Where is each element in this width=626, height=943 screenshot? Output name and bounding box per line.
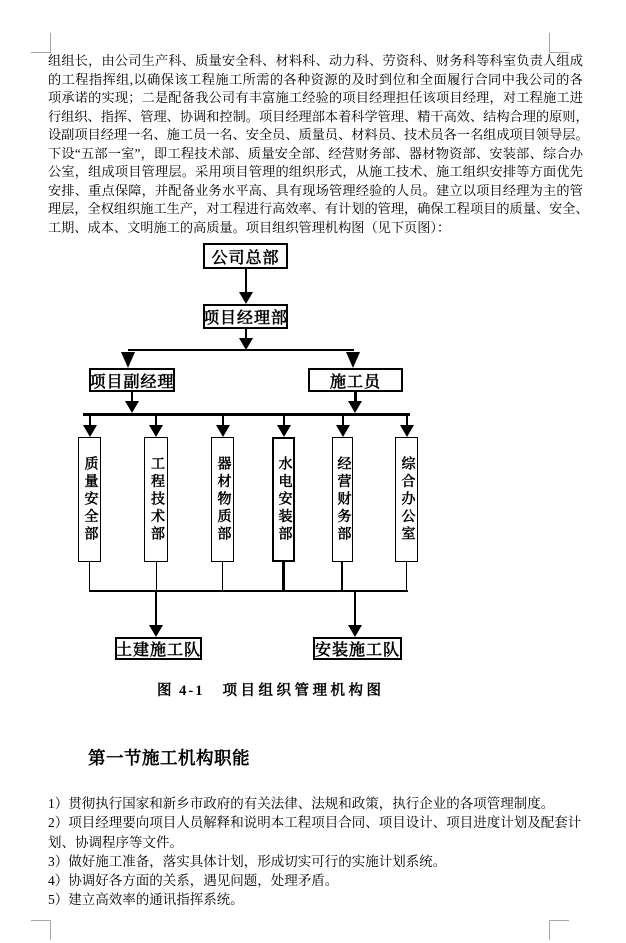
paragraph-line: 项承诺的实现；二是配备我公司有丰富施工经验的项目经理担任该项目经理，对工程施工进 xyxy=(48,90,583,105)
connector-bar xyxy=(83,413,410,416)
connector-line xyxy=(155,592,157,625)
flow-arrowhead xyxy=(149,625,163,637)
paragraph-line: 设副项目经理一名、施工员一名、安全员、质量员、材料员、技术员各一名组成项目领导层。 xyxy=(48,127,589,142)
flow-arrowhead xyxy=(336,425,350,437)
org-node-civil-construction-team: 土建施工队 xyxy=(115,637,202,660)
connector-line xyxy=(222,562,223,590)
paragraph-line: 行组织、指挥、管理、协调和控制。项目经理部本着科学管理、精干高效、结构合理的原则， xyxy=(48,108,589,124)
flow-arrowhead xyxy=(277,425,291,437)
org-node-quality-safety-dept: 质量安全部 xyxy=(78,437,101,562)
flow-arrowhead xyxy=(149,425,163,437)
connector-line xyxy=(354,592,356,625)
connector-line xyxy=(89,590,408,592)
section-heading: 第一节施工机构职能 xyxy=(88,748,250,768)
connector-line xyxy=(341,562,343,590)
paragraph-line: 的工程指挥组,以确保该工程施工所需的各种资源的及时到位和全面履行合同中我公司的各 xyxy=(48,71,583,87)
flow-arrowhead xyxy=(239,292,253,304)
list-item: 划、协调程序等文件。 xyxy=(48,834,183,850)
duties-list xyxy=(48,794,583,910)
list-item: 3）做好施工准备，落实具体计划，形成切实可行的实施计划系统。 xyxy=(48,853,447,869)
connector-line xyxy=(89,562,90,590)
connector-line xyxy=(245,269,247,293)
flow-arrowhead xyxy=(125,401,139,413)
flow-arrowhead xyxy=(346,352,360,368)
org-node-headquarters: 公司总部 xyxy=(203,243,288,269)
connector-line xyxy=(128,349,354,351)
org-node-deputy-project-manager: 项目副经理 xyxy=(89,368,175,392)
org-node-general-office: 综合办公室 xyxy=(395,437,418,562)
flow-arrowhead xyxy=(121,352,135,368)
flow-arrowhead xyxy=(348,401,362,413)
org-node-engineering-tech-dept: 工程技术部 xyxy=(144,437,168,562)
paragraph-line: 下设“五部一室”，即工程技术部、质量安全部、经营财务部、器材物资部、安装部、综合办 xyxy=(48,145,583,161)
connector-line xyxy=(406,562,407,590)
org-node-plumbing-electrical-dept: 水电安装部 xyxy=(272,437,295,562)
connector-line xyxy=(156,562,157,590)
figure-caption-title: 项目组织管理机构图 xyxy=(222,683,385,699)
paragraph-line: 理层，全权组织施工生产，对工程进行高效率、有计划的管理，确保工程项目的质量、安全、 xyxy=(48,201,589,216)
paragraph-line: 公室，组成项目管理层。采用项目管理的组织形式，从施工技术、施工组织安排等方面优先 xyxy=(48,164,583,179)
connector-line xyxy=(282,562,285,590)
figure-caption xyxy=(157,679,384,700)
org-node-equipment-materials-dept: 器材物质部 xyxy=(211,437,234,562)
org-node-project-manager-dept: 项目经理部 xyxy=(203,304,288,329)
flow-arrowhead xyxy=(400,425,414,437)
flow-arrowhead xyxy=(216,425,230,437)
org-node-constructor: 施工员 xyxy=(308,368,403,392)
list-item: 4）协调好各方面的关系，遇见问题，处理矛盾。 xyxy=(48,873,339,889)
flow-arrowhead xyxy=(83,425,97,437)
paragraph-line: 组组长，由公司生产科、质量安全科、材料科、动力科、劳资科、财务科等科室负责人组成 xyxy=(48,53,583,68)
flow-arrowhead xyxy=(348,625,362,637)
paragraph-line: 安排、重点保障，并配备业务水平高、具有现场管理经验的人员。建立以项目经理为主的管 xyxy=(48,182,583,198)
list-item: 5）建立高效率的通讯指挥系统。 xyxy=(48,892,244,908)
list-item: 1）贯彻执行国家和新乡市政府的有关法律、法规和政策，执行企业的各项管理制度。 xyxy=(48,796,555,811)
org-node-installation-team: 安装施工队 xyxy=(313,637,402,660)
figure-caption-label: 图 4-1 xyxy=(157,683,205,699)
paragraph-line: 工期、成本、文明施工的高质量。项目组织管理机构图（见下页图）： xyxy=(48,219,451,235)
org-node-finance-dept: 经营财务部 xyxy=(332,437,353,562)
list-item: 2）项目经理要向项目人员解释和说明本工程项目合同、项目设计、项目进度计划及配套计 xyxy=(48,815,582,831)
